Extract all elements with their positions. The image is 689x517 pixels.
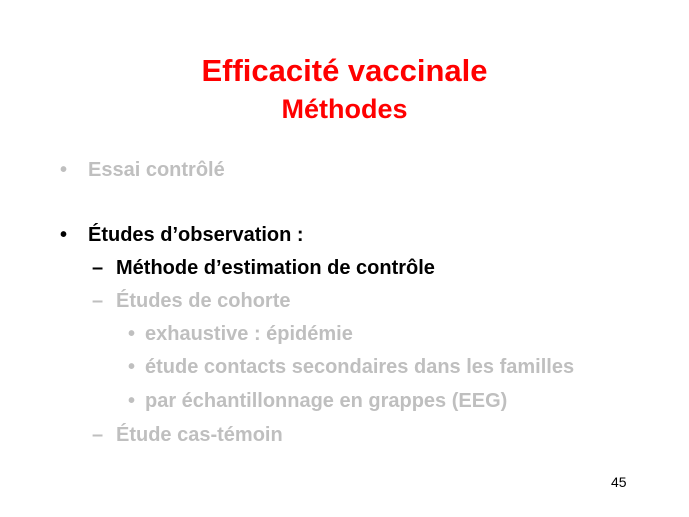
slide-title: Efficacité vaccinale	[201, 53, 488, 88]
sub-bullet-text: Étude cas-témoin	[116, 424, 283, 446]
cohort-item-text: exhaustive : épidémie	[145, 323, 353, 345]
bullet-marker: •	[128, 356, 136, 378]
bullet-marker: •	[128, 323, 136, 345]
slide-subtitle: Méthodes	[281, 94, 408, 124]
dash-marker: –	[92, 424, 104, 446]
bullet-text: Essai contrôlé	[88, 159, 225, 181]
bullet-marker: •	[60, 224, 68, 246]
dash-marker: –	[92, 290, 104, 312]
cohort-item-text: par échantillonnage en grappes (EEG)	[145, 390, 508, 412]
cohort-item-text: étude contacts secondaires dans les familles	[145, 356, 575, 378]
dash-marker: –	[92, 257, 104, 279]
sub-bullet-text: Méthode d’estimation de contrôle	[116, 257, 435, 279]
bullet-marker: •	[60, 159, 68, 181]
bullet-marker: •	[128, 390, 136, 412]
bullet-text: Études d’observation :	[88, 224, 304, 246]
sub-bullet-text: Études de cohorte	[116, 290, 291, 312]
page-number: 45	[611, 474, 627, 490]
